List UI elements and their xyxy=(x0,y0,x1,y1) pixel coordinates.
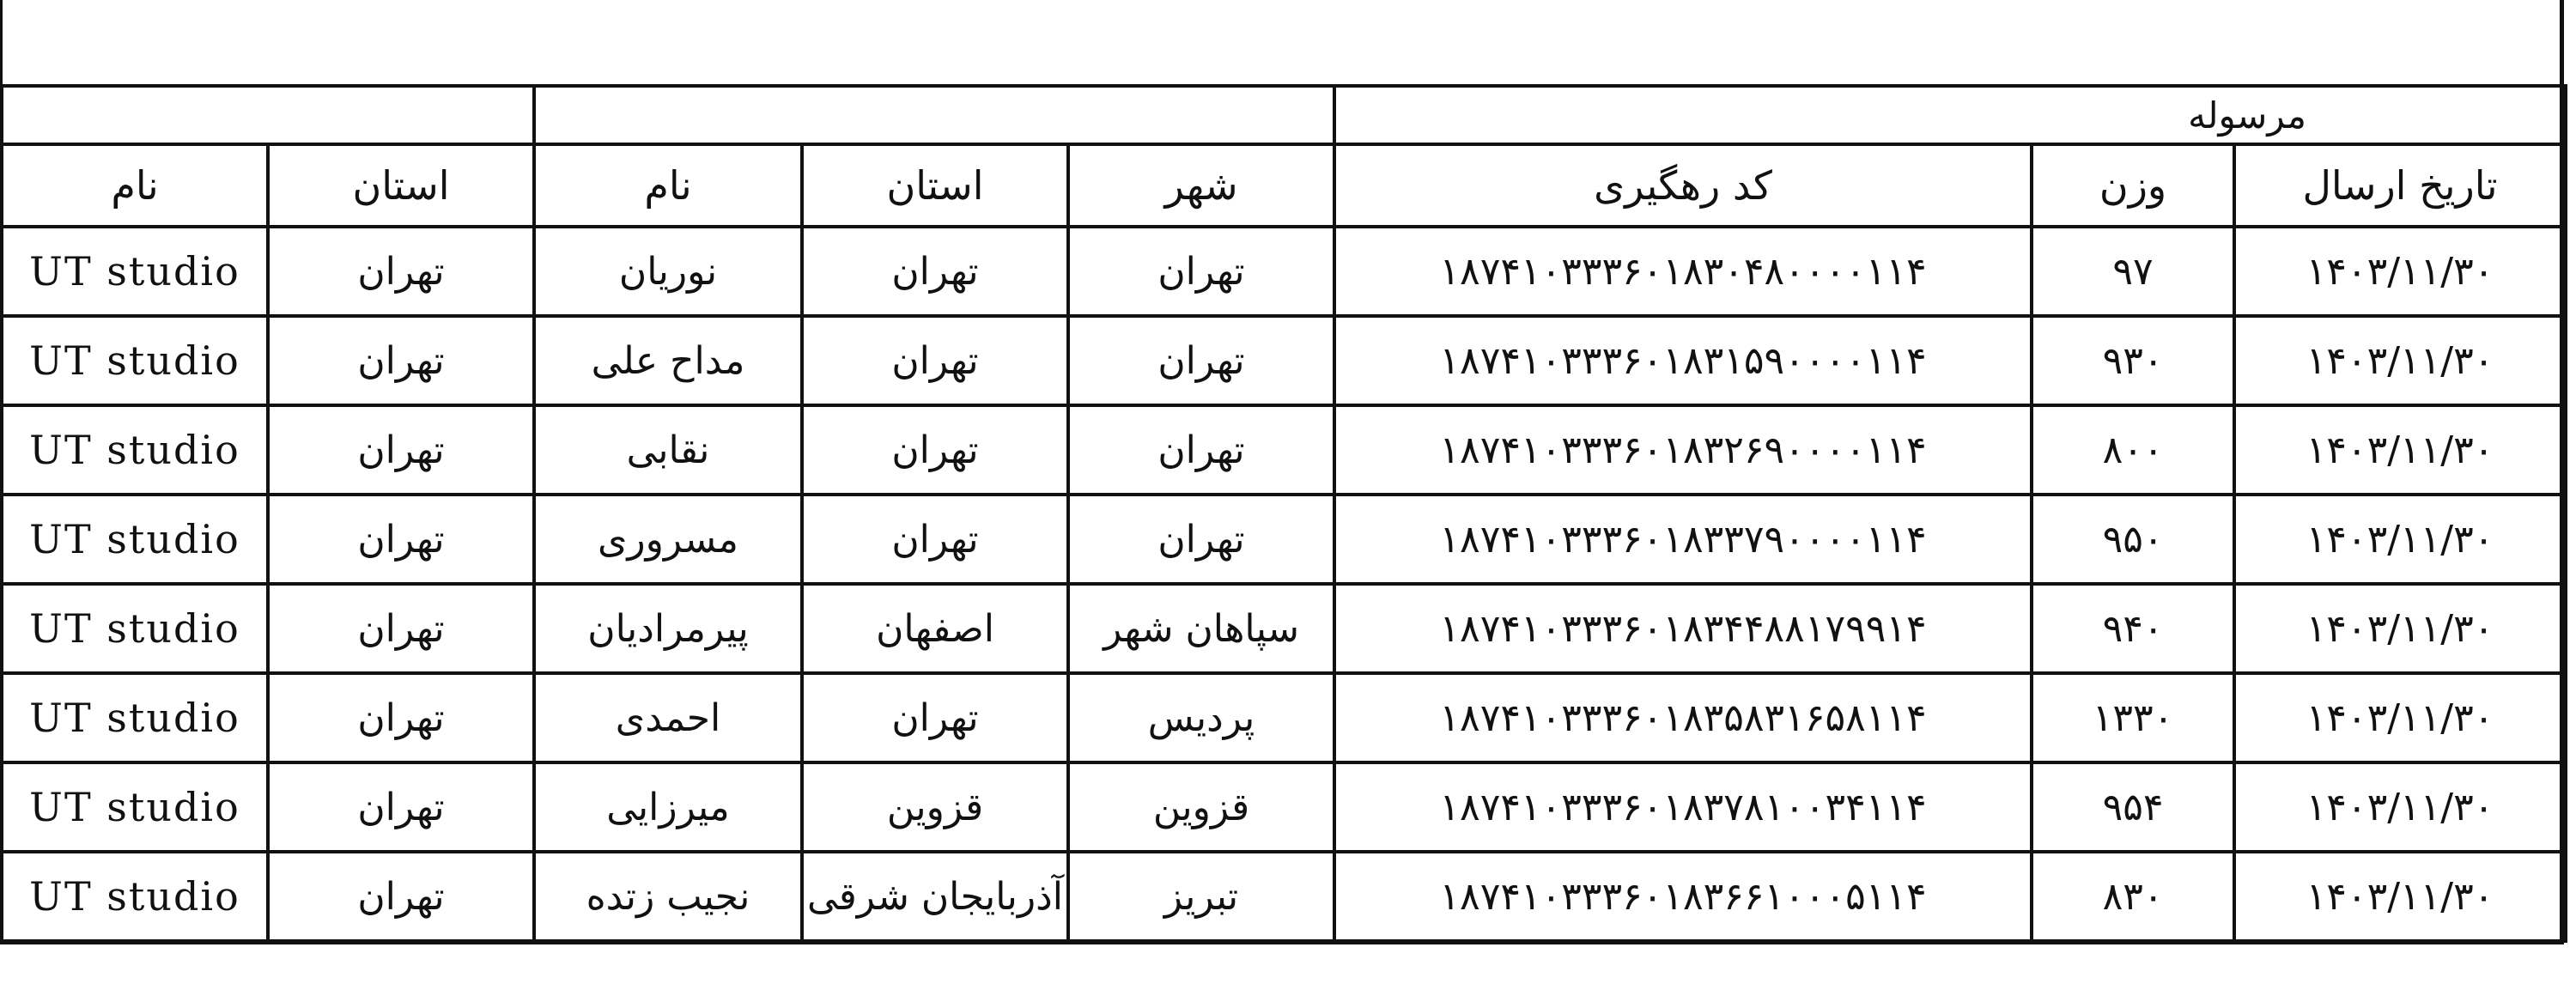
cell-receiver-name: نقابی xyxy=(534,405,802,495)
cell-sender-province: تهران xyxy=(268,405,534,495)
cell-weight: ۸۰۰ xyxy=(2032,405,2234,495)
cell-sender-name: UT studio xyxy=(2,584,268,673)
cell-receiver-city: قزوین xyxy=(1068,762,1334,852)
cell-receiver-name: نجیب زتده xyxy=(534,852,802,941)
cell-receiver-city: پردیس xyxy=(1068,673,1334,762)
cell-receiver-province: تهران xyxy=(802,227,1068,316)
shipment-table xyxy=(0,84,2567,943)
cell-receiver-city: تهران xyxy=(1068,316,1334,405)
cell-receiver-name: مسروری xyxy=(534,495,802,584)
cell-weight: ۹۵۰ xyxy=(2032,495,2234,584)
col-header-receiver-name: نام xyxy=(534,144,802,227)
cell-sender-name: UT studio xyxy=(2,316,268,405)
cell-receiver-name: مداح علی xyxy=(534,316,802,405)
cell-sender-name: UT studio xyxy=(2,495,268,584)
col-header-weight: وزن xyxy=(2032,144,2234,227)
cell-weight: ۹۳۰ xyxy=(2032,316,2234,405)
cell-sender-name: UT studio xyxy=(2,405,268,495)
cell-receiver-province: تهران xyxy=(802,495,1068,584)
cell-tracking-code: ۱۸۷۴۱۰۳۳۳۶۰۱۸۳۳۷۹۰۰۰۰۱۱۴ xyxy=(1334,495,2032,584)
group-header-shipment: مرسوله xyxy=(1334,86,2566,144)
cell-sender-name: UT studio xyxy=(2,227,268,316)
cell-receiver-city: تبریز xyxy=(1068,852,1334,941)
cell-receiver-city: تهران xyxy=(1068,495,1334,584)
cell-weight: ۹۷ xyxy=(2032,227,2234,316)
cell-weight: ۹۴۰ xyxy=(2032,584,2234,673)
col-header-send-date: تاریخ ارسال xyxy=(2234,144,2566,227)
table-row xyxy=(2,316,2566,405)
group-header-sender xyxy=(2,86,534,144)
cell-send-date: ۱۴۰۳/۱۱/۳۰ xyxy=(2234,852,2566,941)
cell-sender-province: تهران xyxy=(268,584,534,673)
cell-weight: ۱۳۳۰ xyxy=(2032,673,2234,762)
cell-receiver-province: تهران xyxy=(802,316,1068,405)
cell-receiver-city: تهران xyxy=(1068,405,1334,495)
cell-tracking-code: ۱۸۷۴۱۰۳۳۳۶۰۱۸۳۰۴۸۰۰۰۰۱۱۴ xyxy=(1334,227,2032,316)
cell-tracking-code: ۱۸۷۴۱۰۳۳۳۶۰۱۸۳۲۶۹۰۰۰۰۱۱۴ xyxy=(1334,405,2032,495)
cell-weight: ۹۵۴ xyxy=(2032,762,2234,852)
col-header-tracking-code: کد رهگیری xyxy=(1334,144,2032,227)
cell-sender-province: تهران xyxy=(268,762,534,852)
table-row xyxy=(2,673,2566,762)
cell-receiver-province: تهران xyxy=(802,673,1068,762)
cell-send-date: ۱۴۰۳/۱۱/۳۰ xyxy=(2234,584,2566,673)
cell-receiver-province: اصفهان xyxy=(802,584,1068,673)
column-header-row xyxy=(2,144,2566,227)
table-row xyxy=(2,495,2566,584)
cell-tracking-code: ۱۸۷۴۱۰۳۳۳۶۰۱۸۳۱۵۹۰۰۰۰۱۱۴ xyxy=(1334,316,2032,405)
table-row xyxy=(2,227,2566,316)
table-body xyxy=(2,227,2566,941)
table-row xyxy=(2,405,2566,495)
cell-send-date: ۱۴۰۳/۱۱/۳۰ xyxy=(2234,495,2566,584)
cell-tracking-code: ۱۸۷۴۱۰۳۳۳۶۰۱۸۳۵۸۳۱۶۵۸۱۱۴ xyxy=(1334,673,2032,762)
cell-weight: ۸۳۰ xyxy=(2032,852,2234,941)
cell-receiver-name: میرزایی xyxy=(534,762,802,852)
cell-sender-province: تهران xyxy=(268,227,534,316)
cell-receiver-name: نوریان xyxy=(534,227,802,316)
group-header-row xyxy=(2,86,2566,144)
cell-send-date: ۱۴۰۳/۱۱/۳۰ xyxy=(2234,673,2566,762)
cell-sender-name: UT studio xyxy=(2,852,268,941)
cell-receiver-name: احمدی xyxy=(534,673,802,762)
cell-receiver-city: تهران xyxy=(1068,227,1334,316)
table-row xyxy=(2,584,2566,673)
cell-send-date: ۱۴۰۳/۱۱/۳۰ xyxy=(2234,405,2566,495)
cell-send-date: ۱۴۰۳/۱۱/۳۰ xyxy=(2234,227,2566,316)
cell-send-date: ۱۴۰۳/۱۱/۳۰ xyxy=(2234,762,2566,852)
col-header-sender-name: نام xyxy=(2,144,268,227)
table-row xyxy=(2,852,2566,941)
col-header-sender-province: استان xyxy=(268,144,534,227)
cell-receiver-province: آذربایجان شرقی xyxy=(802,852,1068,941)
col-header-receiver-province: استان xyxy=(802,144,1068,227)
cell-sender-name: UT studio xyxy=(2,762,268,852)
cell-receiver-name: پیرمرادیان xyxy=(534,584,802,673)
cell-tracking-code: ۱۸۷۴۱۰۳۳۳۶۰۱۸۳۶۶۱۰۰۰۵۱۱۴ xyxy=(1334,852,2032,941)
col-header-receiver-city: شهر xyxy=(1068,144,1334,227)
group-header-receiver xyxy=(534,86,1334,144)
table-row xyxy=(2,762,2566,852)
cell-sender-province: تهران xyxy=(268,316,534,405)
cell-tracking-code: ۱۸۷۴۱۰۳۳۳۶۰۱۸۳۴۴۸۸۱۷۹۹۱۴ xyxy=(1334,584,2032,673)
cell-sender-name: UT studio xyxy=(2,673,268,762)
cell-sender-province: تهران xyxy=(268,852,534,941)
cell-sender-province: تهران xyxy=(268,673,534,762)
cell-send-date: ۱۴۰۳/۱۱/۳۰ xyxy=(2234,316,2566,405)
cell-sender-province: تهران xyxy=(268,495,534,584)
cell-receiver-province: تهران xyxy=(802,405,1068,495)
cell-receiver-city: سپاهان شهر xyxy=(1068,584,1334,673)
cell-receiver-province: قزوین xyxy=(802,762,1068,852)
cell-tracking-code: ۱۸۷۴۱۰۳۳۳۶۰۱۸۳۷۸۱۰۰۳۴۱۱۴ xyxy=(1334,762,2032,852)
